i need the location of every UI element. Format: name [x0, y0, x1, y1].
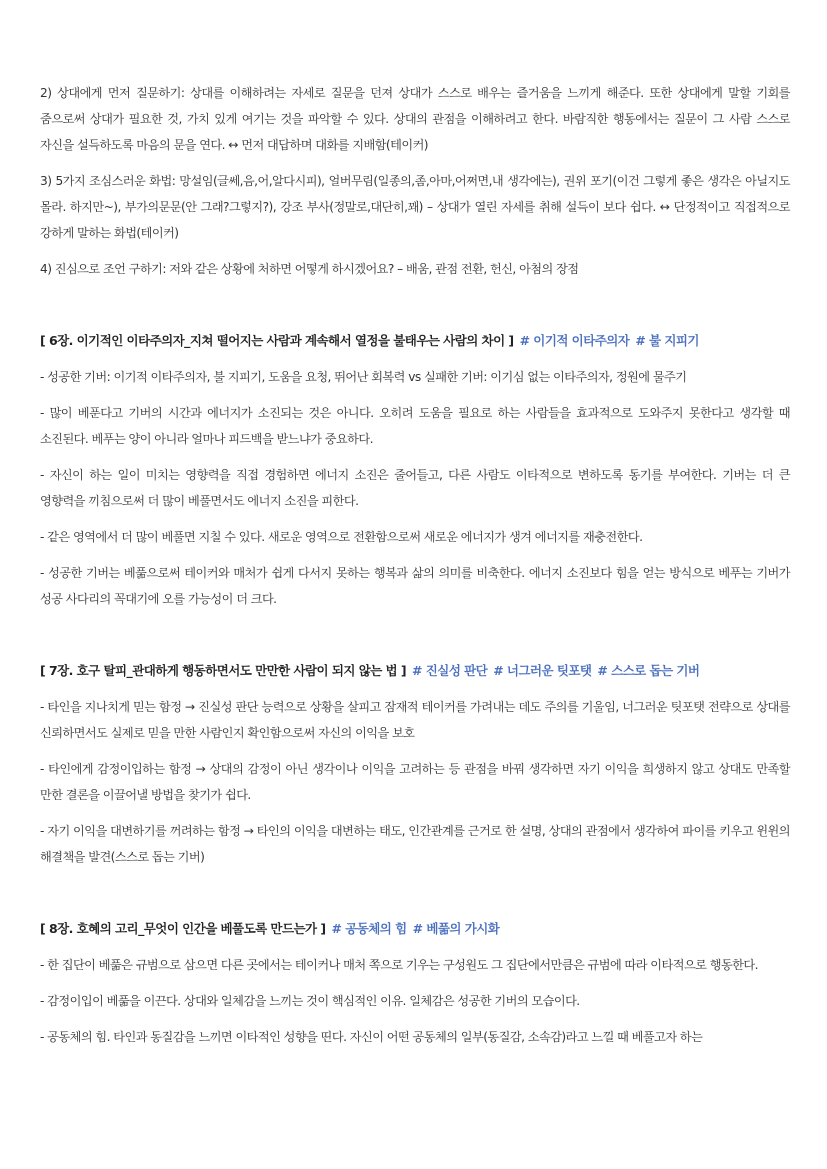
paragraph: - 타인에게 감정이입하는 함정 → 상대의 감정이 아닌 생각이나 이익을 고려하는 등 관점을 바꿔 생각하면 자기 이익을 희생하지 않고 상대도 만족할 만한 결론을 이끌어낼 방법을 찾기가 쉽다. [40, 762, 790, 802]
hashtag: # 진실성 판단 [412, 663, 488, 678]
paragraph: - 성공한 기버는 베풂으로써 테이커와 매처가 쉽게 다서지 못하는 행복과 삶의 의미를 비축한다. 에너지 소진보다 힘을 얻는 방식으로 베푸는 기버가 성공 사다리의 꼭대기에 오를 가능성이 더 크다. [40, 566, 790, 606]
hashtag: # 너그러운 팃포탯 [493, 663, 592, 678]
paragraph: - 성공한 기버: 이기적 이타주의자, 불 지피기, 도움을 요청, 뛰어난 회복력 vs 실패한 기버: 이기심 없는 이타주의자, 정원에 물주기 [40, 370, 687, 384]
hashtag: # 스스로 돕는 기버 [597, 663, 700, 678]
paragraph: - 같은 영역에서 더 많이 베풀면 지칠 수 있다. 새로운 영역으로 전환함으로써 새로운 에너지가 생겨 에너지를 재충전한다. [40, 530, 643, 544]
hashtag: # 불 지피기 [635, 333, 699, 348]
section-spacer [40, 880, 790, 916]
chapter-heading [40, 916, 790, 942]
paragraph: - 공동체의 힘. 타인과 동질감을 느끼면 이타적인 성향을 띤다. 자신이 어떤 공동체의 일부(동질감, 소속감)라고 느낄 때 베풀고자 하는 [40, 1030, 703, 1044]
section-spacer [40, 622, 790, 658]
hashtag: # 공동체의 힘 [331, 921, 407, 936]
chapter-title: [ 6장. 이기적인 이타주의자_지쳐 떨어지는 사람과 계속해서 열정을 불태우는 사람의 차이 ] [40, 333, 514, 348]
paragraph: - 타인을 지나치게 믿는 함정 → 진실성 판단 능력으로 상황을 살피고 잠재적 테이커를 가려내는 데도 주의를 기울임, 너그러운 팃포탯 전략으로 상대를 신뢰하면서도 실제로 믿을 만한 사람인지 확인함으로써 자신의 이익을 보호 [40, 700, 790, 740]
chapter-title: [ 8장. 호혜의 고리_무엇이 인간을 베풀도록 만드는가 ] [40, 921, 326, 936]
paragraph: 3) 5가지 조심스러운 화법: 망설임(글쎄,음,어,알다시피), 얼버무림(일종의,좀,아마,어쩌면,내 생각에는), 권위 포기(이건 그렇게 좋은 생각은 아닐지도 몰라. 하지만~), 부가의문문(안 그래?그렇지?), 강조 부사(정말로,대단히,꽤) – 상대가 열린 자세를 취해 설득이 보다 쉽다. ↔ 단정적이고 직접적으로 강하게 말하는 화법(테이커) [40, 174, 790, 240]
paragraph: - 한 집단이 베풂은 규범으로 삼으면 다른 곳에서는 테이커나 매처 쪽으로 기우는 구성원도 그 집단에서만큼은 규범에 따라 이타적으로 행동한다. [40, 958, 758, 972]
hashtag: # 이기적 이타주의자 [519, 333, 630, 348]
hashtag: # 베풂의 가시화 [412, 921, 500, 936]
chapter-heading [40, 328, 790, 354]
paragraph: - 자기 이익을 대변하기를 꺼려하는 함정 → 타인의 이익을 대변하는 태도, 인간관계를 근거로 한 설명, 상대의 관점에서 생각하여 파이를 키우고 윈윈의 해결책을 발견(스스로 돕는 기버) [40, 824, 790, 864]
paragraph: 2) 상대에게 먼저 질문하기: 상대를 이해하려는 자세로 질문을 던져 상대가 스스로 배우는 즐거움을 느끼게 해준다. 또한 상대에게 말할 기회를 줌으로써 상대가 필요한 것, 가치 있게 여기는 것을 파악할 수 있다. 상대의 관점을 이해하려고 한다. 바람직한 행동에서는 질문이 그 사람 스스로 자신을 설득하도록 마음의 문을 연다. ↔ 먼저 대답하며 대화를 지배함(테이커) [40, 86, 790, 152]
paragraph: - 감정이입이 베풂을 이끈다. 상대와 일체감을 느끼는 것이 핵심적인 이유. 일체감은 성공한 기버의 모습이다. [40, 994, 580, 1008]
chapter-heading [40, 658, 790, 684]
paragraph: - 자신이 하는 일이 미치는 영향력을 직접 경험하면 에너지 소진은 줄어들고, 다른 사람도 이타적으로 변하도록 동기를 부여한다. 기버는 더 큰 영향력을 끼침으로써 더 많이 베풀면서도 에너지 소진을 피한다. [40, 468, 790, 508]
paragraph: 4) 진심으로 조언 구하기: 저와 같은 상황에 처하면 어떻게 하시겠어요? – 배움, 관점 전환, 헌신, 아첨의 장점 [40, 262, 579, 276]
paragraph: - 많이 베푼다고 기버의 시간과 에너지가 소진되는 것은 아니다. 오히려 도움을 필요로 하는 사람들을 효과적으로 도와주지 못한다고 생각할 때 소진된다. 베푸는 양이 아니라 얼마나 피드백을 받느냐가 중요하다. [40, 406, 790, 446]
section-spacer [40, 292, 790, 328]
document-page [40, 80, 790, 1060]
chapter-title: [ 7장. 호구 탈피_관대하게 행동하면서도 만만한 사람이 되지 않는 법 ] [40, 663, 407, 678]
